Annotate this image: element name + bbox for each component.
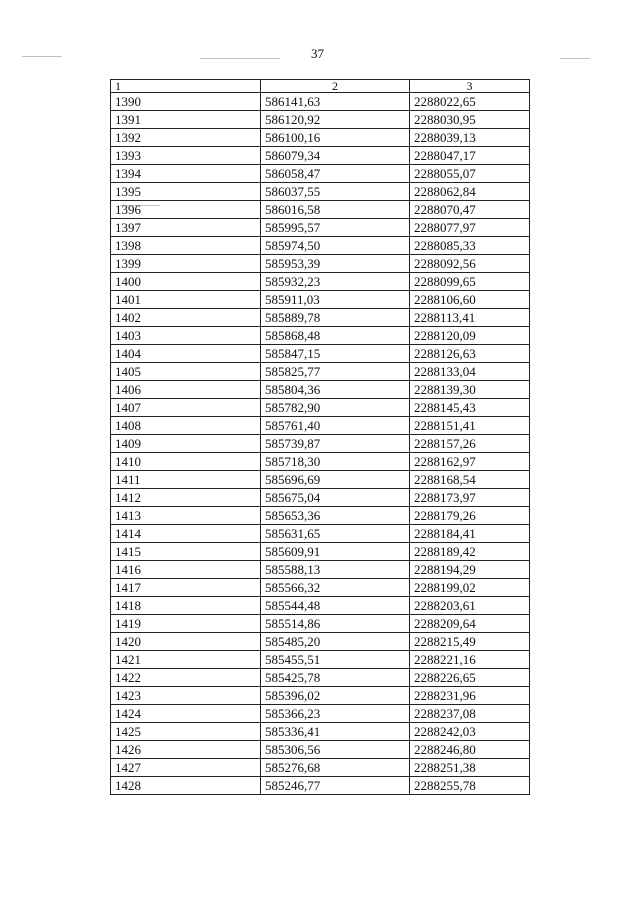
point-number-cell: 1404 xyxy=(111,345,261,363)
x-coordinate-cell: 586120,92 xyxy=(261,111,410,129)
y-coordinate-cell: 2288022,65 xyxy=(410,93,530,111)
x-coordinate-cell: 585868,48 xyxy=(261,327,410,345)
point-number-cell: 1412 xyxy=(111,489,261,507)
x-coordinate-cell: 586079,34 xyxy=(261,147,410,165)
table-row xyxy=(111,381,530,399)
x-coordinate-cell: 585911,03 xyxy=(261,291,410,309)
table-row xyxy=(111,291,530,309)
table-row xyxy=(111,273,530,291)
point-number-cell: 1422 xyxy=(111,669,261,687)
table-row xyxy=(111,399,530,417)
point-number-cell: 1390 xyxy=(111,93,261,111)
table-row xyxy=(111,741,530,759)
x-coordinate-cell: 585246,77 xyxy=(261,777,410,795)
y-coordinate-cell: 2288221,16 xyxy=(410,651,530,669)
y-coordinate-cell: 2288189,42 xyxy=(410,543,530,561)
x-coordinate-cell: 585336,41 xyxy=(261,723,410,741)
y-coordinate-cell: 2288231,96 xyxy=(410,687,530,705)
x-coordinate-cell: 585396,02 xyxy=(261,687,410,705)
y-coordinate-cell: 2288162,97 xyxy=(410,453,530,471)
table-row xyxy=(111,507,530,525)
x-coordinate-cell: 585739,87 xyxy=(261,435,410,453)
x-coordinate-cell: 585455,51 xyxy=(261,651,410,669)
y-coordinate-cell: 2288113,41 xyxy=(410,309,530,327)
y-coordinate-cell: 2288151,41 xyxy=(410,417,530,435)
x-coordinate-cell: 586016,58 xyxy=(261,201,410,219)
point-number-cell: 1428 xyxy=(111,777,261,795)
scan-artifact xyxy=(22,56,62,57)
x-coordinate-cell: 585889,78 xyxy=(261,309,410,327)
table-row xyxy=(111,561,530,579)
y-coordinate-cell: 2288145,43 xyxy=(410,399,530,417)
point-number-cell: 1408 xyxy=(111,417,261,435)
x-coordinate-cell: 585804,36 xyxy=(261,381,410,399)
point-number-cell: 1407 xyxy=(111,399,261,417)
x-coordinate-cell: 585631,65 xyxy=(261,525,410,543)
point-number-cell: 1405 xyxy=(111,363,261,381)
page-number: 37 xyxy=(311,46,324,61)
point-number-cell: 1420 xyxy=(111,633,261,651)
x-coordinate-cell: 585366,23 xyxy=(261,705,410,723)
table-row xyxy=(111,147,530,165)
x-coordinate-cell: 585588,13 xyxy=(261,561,410,579)
table-row xyxy=(111,687,530,705)
point-number-cell: 1401 xyxy=(111,291,261,309)
table-row xyxy=(111,759,530,777)
table-row xyxy=(111,615,530,633)
table-row xyxy=(111,219,530,237)
table-row xyxy=(111,453,530,471)
scan-artifact xyxy=(200,58,280,59)
table-row xyxy=(111,309,530,327)
table-row xyxy=(111,201,530,219)
y-coordinate-cell: 2288199,02 xyxy=(410,579,530,597)
point-number-cell: 1425 xyxy=(111,723,261,741)
table-row xyxy=(111,111,530,129)
x-coordinate-cell: 585276,68 xyxy=(261,759,410,777)
x-coordinate-cell: 585306,56 xyxy=(261,741,410,759)
table-row xyxy=(111,597,530,615)
point-number-cell: 1395 xyxy=(111,183,261,201)
y-coordinate-cell: 2288168,54 xyxy=(410,471,530,489)
scan-artifact xyxy=(560,58,590,59)
x-coordinate-cell: 585514,86 xyxy=(261,615,410,633)
point-number-cell: 1392 xyxy=(111,129,261,147)
x-coordinate-cell: 585675,04 xyxy=(261,489,410,507)
point-number-cell: 1394 xyxy=(111,165,261,183)
x-coordinate-cell: 585825,77 xyxy=(261,363,410,381)
y-coordinate-cell: 2288030,95 xyxy=(410,111,530,129)
x-coordinate-cell: 585696,69 xyxy=(261,471,410,489)
y-coordinate-cell: 2288139,30 xyxy=(410,381,530,399)
point-number-cell: 1398 xyxy=(111,237,261,255)
x-coordinate-cell: 585782,90 xyxy=(261,399,410,417)
table-row xyxy=(111,363,530,381)
point-number-cell: 1415 xyxy=(111,543,261,561)
table-row xyxy=(111,777,530,795)
table-row xyxy=(111,651,530,669)
y-coordinate-cell: 2288184,41 xyxy=(410,525,530,543)
y-coordinate-cell: 2288203,61 xyxy=(410,597,530,615)
y-coordinate-cell: 2288255,78 xyxy=(410,777,530,795)
column-header-2: 2 xyxy=(261,80,410,93)
point-number-cell: 1406 xyxy=(111,381,261,399)
y-coordinate-cell: 2288173,97 xyxy=(410,489,530,507)
y-coordinate-cell: 2288179,26 xyxy=(410,507,530,525)
point-number-cell: 1416 xyxy=(111,561,261,579)
y-coordinate-cell: 2288085,33 xyxy=(410,237,530,255)
x-coordinate-cell: 585566,32 xyxy=(261,579,410,597)
table-row xyxy=(111,525,530,543)
table-row xyxy=(111,345,530,363)
x-coordinate-cell: 586100,16 xyxy=(261,129,410,147)
point-number-cell: 1402 xyxy=(111,309,261,327)
point-number-cell: 1409 xyxy=(111,435,261,453)
table-row xyxy=(111,129,530,147)
x-coordinate-cell: 585847,15 xyxy=(261,345,410,363)
x-coordinate-cell: 585953,39 xyxy=(261,255,410,273)
y-coordinate-cell: 2288120,09 xyxy=(410,327,530,345)
y-coordinate-cell: 2288070,47 xyxy=(410,201,530,219)
point-number-cell: 1396 xyxy=(111,201,261,219)
x-coordinate-cell: 586037,55 xyxy=(261,183,410,201)
y-coordinate-cell: 2288226,65 xyxy=(410,669,530,687)
y-coordinate-cell: 2288251,38 xyxy=(410,759,530,777)
y-coordinate-cell: 2288215,49 xyxy=(410,633,530,651)
table-row xyxy=(111,165,530,183)
y-coordinate-cell: 2288106,60 xyxy=(410,291,530,309)
point-number-cell: 1391 xyxy=(111,111,261,129)
x-coordinate-cell: 585718,30 xyxy=(261,453,410,471)
point-number-cell: 1393 xyxy=(111,147,261,165)
x-coordinate-cell: 585653,36 xyxy=(261,507,410,525)
x-coordinate-cell: 585932,23 xyxy=(261,273,410,291)
point-number-cell: 1397 xyxy=(111,219,261,237)
point-number-cell: 1417 xyxy=(111,579,261,597)
y-coordinate-cell: 2288099,65 xyxy=(410,273,530,291)
table-row xyxy=(111,723,530,741)
table-header-row xyxy=(111,80,530,93)
x-coordinate-cell: 585995,57 xyxy=(261,219,410,237)
y-coordinate-cell: 2288157,26 xyxy=(410,435,530,453)
y-coordinate-cell: 2288246,80 xyxy=(410,741,530,759)
point-number-cell: 1418 xyxy=(111,597,261,615)
x-coordinate-cell: 585974,50 xyxy=(261,237,410,255)
point-number-cell: 1427 xyxy=(111,759,261,777)
y-coordinate-cell: 2288092,56 xyxy=(410,255,530,273)
y-coordinate-cell: 2288039,13 xyxy=(410,129,530,147)
y-coordinate-cell: 2288194,29 xyxy=(410,561,530,579)
table-row xyxy=(111,327,530,345)
y-coordinate-cell: 2288047,17 xyxy=(410,147,530,165)
table-row xyxy=(111,417,530,435)
x-coordinate-cell: 585609,91 xyxy=(261,543,410,561)
point-number-cell: 1421 xyxy=(111,651,261,669)
coordinates-table xyxy=(110,79,530,795)
point-number-cell: 1411 xyxy=(111,471,261,489)
point-number-cell: 1414 xyxy=(111,525,261,543)
column-header-1: 1 xyxy=(111,80,261,93)
y-coordinate-cell: 2288077,97 xyxy=(410,219,530,237)
table-row xyxy=(111,579,530,597)
point-number-cell: 1423 xyxy=(111,687,261,705)
x-coordinate-cell: 585761,40 xyxy=(261,417,410,435)
column-header-3: 3 xyxy=(410,80,530,93)
table-row xyxy=(111,633,530,651)
table-row xyxy=(111,435,530,453)
table-row xyxy=(111,705,530,723)
point-number-cell: 1413 xyxy=(111,507,261,525)
point-number-cell: 1400 xyxy=(111,273,261,291)
table-row xyxy=(111,183,530,201)
x-coordinate-cell: 585544,48 xyxy=(261,597,410,615)
table-row xyxy=(111,489,530,507)
x-coordinate-cell: 585425,78 xyxy=(261,669,410,687)
point-number-cell: 1424 xyxy=(111,705,261,723)
table-row xyxy=(111,237,530,255)
y-coordinate-cell: 2288126,63 xyxy=(410,345,530,363)
x-coordinate-cell: 585485,20 xyxy=(261,633,410,651)
y-coordinate-cell: 2288055,07 xyxy=(410,165,530,183)
point-number-cell: 1419 xyxy=(111,615,261,633)
point-number-cell: 1399 xyxy=(111,255,261,273)
table-row xyxy=(111,471,530,489)
x-coordinate-cell: 586141,63 xyxy=(261,93,410,111)
y-coordinate-cell: 2288237,08 xyxy=(410,705,530,723)
table-row xyxy=(111,93,530,111)
table-row xyxy=(111,543,530,561)
y-coordinate-cell: 2288133,04 xyxy=(410,363,530,381)
x-coordinate-cell: 586058,47 xyxy=(261,165,410,183)
y-coordinate-cell: 2288242,03 xyxy=(410,723,530,741)
point-number-cell: 1410 xyxy=(111,453,261,471)
y-coordinate-cell: 2288209,64 xyxy=(410,615,530,633)
y-coordinate-cell: 2288062,84 xyxy=(410,183,530,201)
point-number-cell: 1426 xyxy=(111,741,261,759)
table-row xyxy=(111,669,530,687)
point-number-cell: 1403 xyxy=(111,327,261,345)
table-row xyxy=(111,255,530,273)
